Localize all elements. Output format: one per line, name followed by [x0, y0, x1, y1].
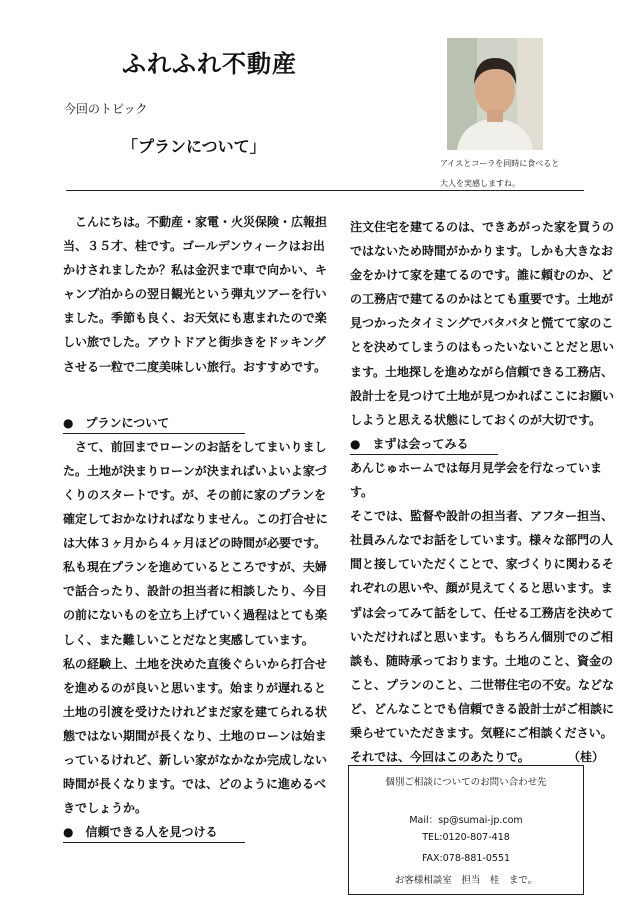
text-line: 間と接していただくことで、家づくりに関わるそ [350, 557, 614, 572]
text-line: を進めるのが良いと思います。始まりが遅れると [63, 680, 327, 695]
section-underline [350, 454, 498, 455]
section-heading-text: ● プランについて [63, 415, 170, 430]
plan-paragraph [63, 435, 335, 821]
text-line: た。土地が決まりローンが決まればいよいよ家づ [63, 463, 327, 478]
text-line: きでしょうか。 [63, 801, 148, 816]
page-title: ふれふれ不動産 [122, 50, 297, 78]
text-line: 確定しておかなければなりません。この打合せに [63, 512, 328, 527]
left-column [63, 210, 335, 844]
text-line: くりのスタートです。が、その前に家のプランを [63, 487, 327, 502]
text-line: 当、３５才、桂です。ゴールデンウィークはお出 [63, 239, 325, 254]
contact-fax: FAX:078-881-0551 [421, 853, 511, 864]
text-line: とを決めてしまうのはもったいないことだと思い [350, 340, 615, 355]
right-column [350, 215, 618, 769]
text-line: こと、プランのこと、二世帯住宅の不安。などな [350, 677, 615, 692]
text-line: の工務店で建てるのかはとても重要です。土地が [350, 292, 614, 307]
contact-box [348, 765, 584, 895]
section-underline [63, 433, 245, 434]
section-heading-meet [350, 432, 618, 456]
text-line: 時間が長くなります。では、どのように進めるべ [63, 777, 327, 792]
text-line: ではないため時間がかかります。しかも大きなお [350, 244, 614, 259]
text-line: 態ではない期間が長くなり、土地のローンは始ま [63, 728, 327, 743]
text-line: いただければと思います。もちろん個別でのご相 [350, 629, 614, 644]
text-line: 社員みんなでお話をしています。様々な部門の人 [350, 533, 614, 548]
text-line: れぞれの思いや、顔が見えてくると思います。ま [350, 581, 613, 596]
photo-caption-line: アイスとコーラを同時に食べると [440, 159, 560, 168]
builder-paragraph [350, 215, 618, 432]
text-line: っているけれど、新しい家がなかなか完成しない [63, 752, 328, 767]
meet-paragraph [350, 456, 618, 745]
text-line: ます。土地探しを進めながら信頼できる工務店、 [350, 364, 614, 379]
text-line: の前にないものを立ち上げていく過程はとても楽 [63, 608, 328, 623]
closing-text: それでは、今回はこのあたりで。 [350, 750, 530, 765]
text-line: ど、どんなことでも信頼できる設計士がご相談に [350, 701, 615, 716]
section-heading-text: ● 信頼できる人を見つける [63, 825, 218, 840]
intro-paragraph [63, 210, 335, 379]
text-line: で話合ったり、設計の担当者に相談したり、今目 [63, 584, 328, 599]
text-line: 土地の引渡を受けたけれどまだ家を建てられる状 [63, 704, 328, 719]
section-heading-plan [63, 411, 335, 435]
topic-title: 「プランについて」 [122, 137, 266, 156]
section-heading-text: ● まずは会ってみる [350, 436, 469, 451]
text-line: 金をかけて家を建てるのです。誰に頼むのか、ど [350, 268, 614, 283]
photo-caption [440, 154, 590, 194]
text-line: そこでは、監督や設計の担当者、アフター担当、 [350, 509, 614, 524]
text-line: は大体３ヶ月から４ヶ月ほどの時間が必要です。 [63, 536, 327, 551]
section-heading-trust [63, 820, 335, 844]
text-line: 私の経験上、土地を決めた直後ぐらいから打合せ [63, 656, 328, 671]
text-line: さて、前回までローンのお話をしてまいりまし [63, 439, 327, 454]
text-line: 見つかったタイミングでバタバタと慌てて家のこ [350, 316, 614, 331]
contact-phone[interactable]: TEL:0120-807-418 [422, 832, 510, 843]
text-line: 設計士を見つけて土地が見つかればここにお願い [350, 388, 615, 403]
text-line: かけされましたか？私は金沢まで車で向かい、キ [63, 263, 328, 278]
text-line: 談も、随時承っております。土地のこと、資金の [350, 653, 614, 668]
text-line: ずは会ってみて話をして、任せる工務店を決めて [350, 605, 614, 620]
section-underline [63, 842, 245, 843]
topic-label: 今回のトピック [64, 102, 148, 116]
contact-office: お客様相談室 担当 桂 まで。 [394, 875, 538, 886]
text-line: ました。季節も良く、お天気にも恵まれたので楽 [63, 311, 327, 326]
text-line: ャンプ泊からの翌日観光という弾丸ツアーを行い [63, 287, 327, 302]
author-photo [447, 38, 543, 150]
text-line: しい旅でした。アウトドアと街歩きをドッキング [63, 335, 326, 350]
author-portrait-image [447, 38, 543, 150]
text-line: あんじゅホームでは毎月見学会を行なっています。 [350, 460, 603, 500]
author-signature: （桂） [568, 750, 605, 765]
header-divider [66, 190, 584, 191]
contact-email[interactable]: Mail：sp@sumai-jp.com [409, 815, 523, 826]
text-line: 乗らせていただきます。気軽にご相談ください。 [350, 725, 613, 740]
text-line: しようと思える状態にしておくのが大切です。 [350, 412, 602, 427]
text-line: 注文住宅を建てるのは、できあがった家を買うの [350, 220, 615, 234]
text-line: こんにちは。不動産・家電・火災保険・広報担 [63, 215, 328, 229]
photo-caption-line: 大人を実感しますね。 [440, 179, 520, 188]
contact-heading: 個別ご相談についてのお問い合わせ先 [385, 777, 547, 788]
text-line: 私も現在プランを進めているところですが、夫婦 [63, 560, 327, 575]
text-line: させる一粒で二度美味しい旅行。おすすめです。 [63, 359, 327, 374]
text-line: しく、また難しいことだなと実感しています。 [63, 632, 314, 647]
